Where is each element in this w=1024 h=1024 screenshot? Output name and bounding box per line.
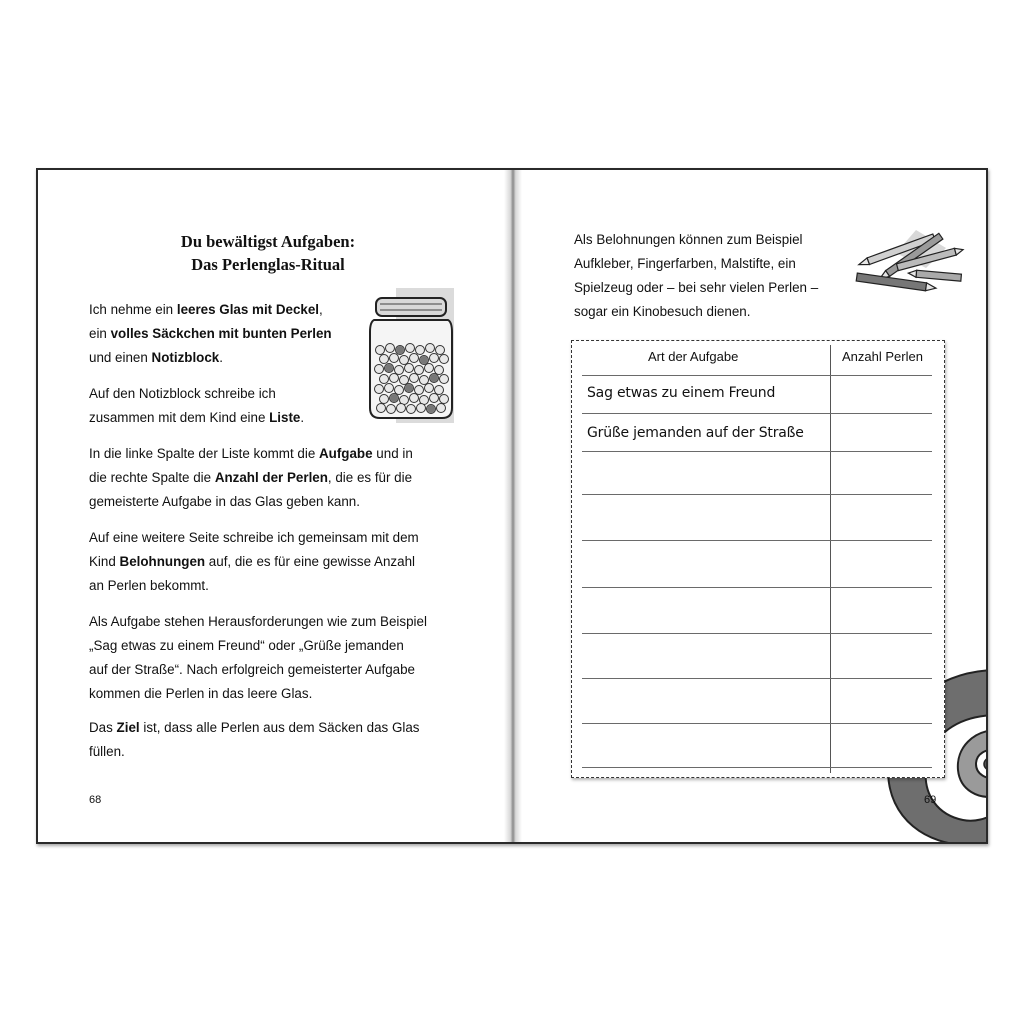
paragraph-columns <box>89 442 413 514</box>
pencils-illustration <box>846 228 966 308</box>
text-segment: die rechte Spalte die <box>89 470 215 485</box>
paragraph-materials <box>89 298 332 370</box>
bold-text: Notizblock <box>151 350 220 365</box>
table-rule <box>582 375 932 376</box>
text-segment: Auf eine weitere Seite schreibe ich gemeinsam mit dem <box>89 530 419 545</box>
table-rule <box>582 767 932 768</box>
table-rule <box>582 413 932 414</box>
text-segment: auf, die es für eine gewisse Anzahl <box>205 554 415 569</box>
text-segment: Auf den Notizblock schreibe ich <box>89 386 276 401</box>
text-segment: gemeisterte Aufgabe in das Glas geben kann. <box>89 494 360 509</box>
text-segment: , die es für die <box>327 470 413 485</box>
paragraph-rewards <box>89 526 419 598</box>
book-gutter <box>504 170 522 842</box>
text-segment: Als Aufgabe stehen Herausforderungen wie zum Beispiel <box>89 614 427 629</box>
text-segment: Kind <box>89 554 120 569</box>
bold-text: Liste <box>269 410 301 425</box>
bead-jar-illustration <box>366 288 458 428</box>
task-table <box>571 340 945 778</box>
column-header-beads: Anzahl Perlen <box>842 349 923 364</box>
book-spread <box>36 168 988 844</box>
text-segment: sogar ein Kinobesuch dienen. <box>574 304 751 319</box>
text-segment: . <box>219 350 223 365</box>
text-segment: ein <box>89 326 111 341</box>
bold-text: leeres Glas mit Deckel <box>176 302 320 317</box>
table-rule <box>582 587 932 588</box>
table-rule <box>582 451 932 452</box>
text-segment: In die linke Spalte der Liste kommt die <box>89 446 319 461</box>
page-number-right: 69 <box>924 794 937 806</box>
text-segment: kommen die Perlen in das leere Glas. <box>89 686 313 701</box>
text-segment: Das <box>89 720 117 735</box>
table-rule <box>582 540 932 541</box>
bold-text: volles Säckchen mit bunten Perlen <box>110 326 332 341</box>
text-segment: auf der Straße“. Nach erfolgreich gemeisterter Aufgabe <box>89 662 416 677</box>
column-header-task: Art der Aufgabe <box>648 349 739 364</box>
text-segment: Aufkleber, Fingerfarben, Malstifte, ein <box>574 256 796 271</box>
bold-text: Ziel <box>116 720 140 735</box>
text-segment: und in <box>372 446 413 461</box>
table-row-task-2: Grüße jemanden auf der Straße <box>587 425 804 441</box>
table-rule <box>582 723 932 724</box>
paragraph-challenges <box>89 610 427 706</box>
bold-text: Aufgabe <box>319 446 373 461</box>
bold-text: Anzahl der Perlen <box>214 470 328 485</box>
table-rule <box>582 633 932 634</box>
title-line-1: Du bewältigst Aufgaben: <box>180 232 356 251</box>
paragraph-goal <box>89 716 419 764</box>
text-segment: Als Belohnungen können zum Beispiel <box>574 232 803 247</box>
text-segment: . <box>300 410 305 425</box>
text-segment: , <box>319 302 323 317</box>
text-segment: an Perlen bekommt. <box>89 578 209 593</box>
title-line-2: Das Perlenglas-Ritual <box>191 255 345 274</box>
paragraph-reward-examples <box>574 228 818 324</box>
table-row-task-1: Sag etwas zu einem Freund <box>587 385 776 401</box>
text-segment: ist, dass alle Perlen aus dem Säcken das Glas <box>139 720 420 735</box>
text-segment: Ich nehme ein <box>89 302 177 317</box>
text-segment: Spielzeug oder – bei sehr vielen Perlen – <box>574 280 819 295</box>
table-rule <box>582 678 932 679</box>
left-page <box>38 170 504 842</box>
paragraph-list <box>89 382 304 430</box>
table-rule <box>582 494 932 495</box>
column-divider <box>830 345 831 773</box>
text-segment: füllen. <box>89 744 125 759</box>
text-segment: „Sag etwas zu einem Freund“ oder „Grüße jemanden <box>89 638 404 653</box>
bold-text: Belohnungen <box>119 554 206 569</box>
text-segment: und einen <box>89 350 152 365</box>
page-title <box>158 230 378 276</box>
text-segment: zusammen mit dem Kind eine <box>89 410 270 425</box>
page-number-left: 68 <box>89 794 102 806</box>
